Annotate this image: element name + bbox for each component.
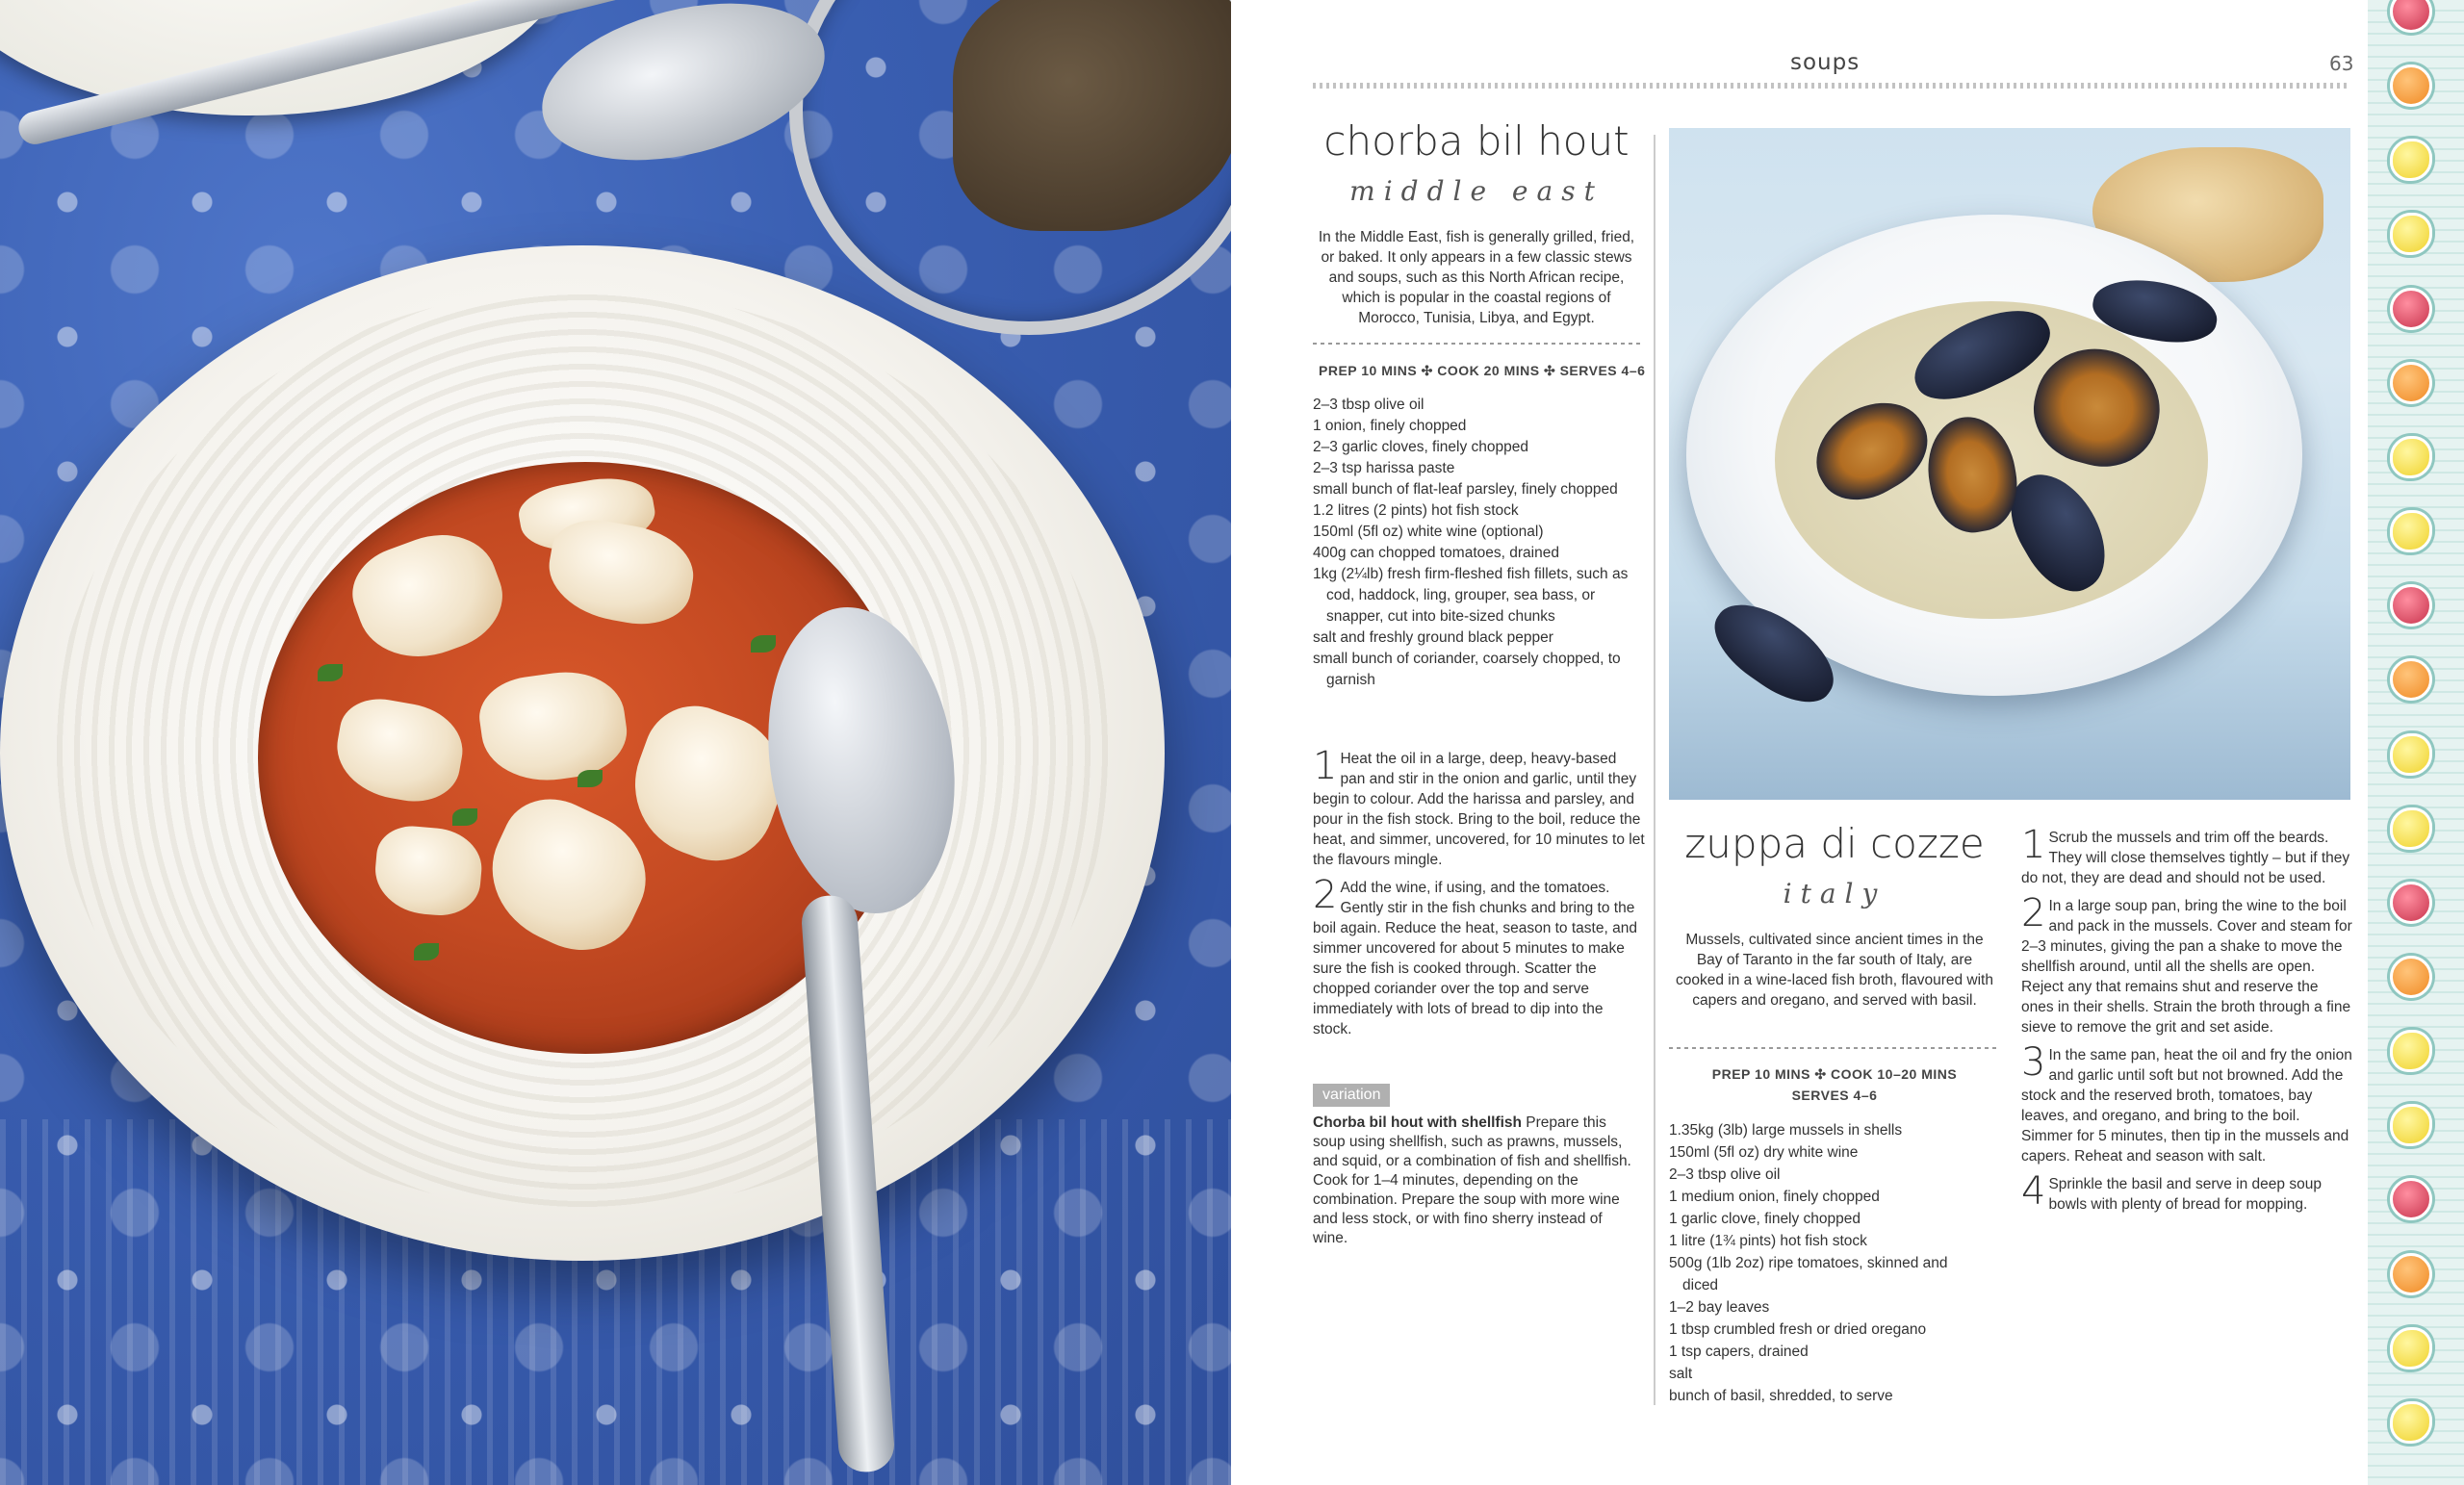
lemon-icon: [2390, 1327, 2432, 1370]
ingredient: 1kg (2¼lb) fresh firm-fleshed fish fillets, such as cod, haddock, ling, grouper, sea bass, or snapper, cut into bite-sized chunks: [1313, 566, 1629, 625]
ingredient: 500g (1lb 2oz) ripe tomatoes, skinned and diced: [1669, 1255, 1948, 1293]
orange-icon: [2390, 956, 2432, 998]
method-step: [1313, 873, 1645, 1039]
ingredient: 1 garlic clove, finely chopped: [1669, 1211, 1861, 1227]
ingredient: 1 tsp capers, drained: [1669, 1344, 1809, 1360]
step-number: 2: [1313, 873, 1338, 917]
bread-slice: [953, 0, 1231, 231]
divider: [1669, 1047, 1996, 1049]
ingredient: 1.2 litres (2 pints) hot fish stock: [1313, 502, 1519, 519]
ingredient: 150ml (5fl oz) white wine (optional): [1313, 524, 1544, 540]
ingredient: 1 medium onion, finely chopped: [1669, 1189, 1880, 1205]
method-steps: [2021, 823, 2353, 1222]
mussel-soup-photo: [1669, 128, 2350, 800]
lemon-icon: [2390, 1401, 2432, 1444]
lemon-icon: [2390, 1104, 2432, 1146]
lemon-icon: [2390, 213, 2432, 255]
step-number: 1: [2021, 823, 2046, 867]
variation-label: variation: [1313, 1084, 1390, 1107]
ingredient: 2–3 tbsp olive oil: [1669, 1166, 1781, 1183]
orange-icon: [2390, 362, 2432, 404]
fig-icon: [2390, 584, 2432, 627]
fig-icon: [2390, 288, 2432, 330]
ingredient: salt: [1669, 1366, 1693, 1382]
lemon-icon: [2390, 733, 2432, 776]
recipe-origin: middle east: [1349, 175, 1604, 207]
step-text: Scrub the mussels and trim off the beards. They will close themselves tightly – but if they do not, they are dead and should not be used.: [2021, 830, 2350, 886]
lemon-icon: [2390, 436, 2432, 478]
ingredient-list: [1669, 1119, 1987, 1407]
recipe-intro: In the Middle East, fish is generally grilled, fried, or baked. It only appears in a few classic stews and soups, such as this North African recipe, which is popular in the coastal regions of Morocco, Tunisia, Libya, and Egypt.: [1318, 229, 1635, 326]
ingredient: salt and freshly ground black pepper: [1313, 629, 1553, 646]
column-divider: [1654, 135, 1656, 1405]
lemon-icon: [2390, 139, 2432, 181]
lemon-icon: [2390, 1030, 2432, 1072]
step-number: 2: [2021, 891, 2046, 935]
divider: [1313, 343, 1640, 345]
recipe-meta: PREP 10 MINS ✣ COOK 20 MINS ✣ SERVES 4–6: [1319, 363, 1646, 378]
ingredient: 1 litre (1¾ pints) hot fish stock: [1669, 1233, 1867, 1249]
coriander-leaf: [414, 943, 439, 960]
step-text: Sprinkle the basil and serve in deep soup bowls with plenty of bread for mopping.: [2048, 1176, 2322, 1213]
orange-icon: [2390, 1253, 2432, 1295]
step-text: In a large soup pan, bring the wine to the boil and pack in the mussels. Cover and steam for 2–3 minutes, giving the pan a shake to move the shellfish around, until all the shells are open. Reject any that remains shut and reserve the ones in their shells. Strain the broth through a fine sieve to remove the grit and set aside.: [2021, 898, 2352, 1036]
lemon-icon: [2390, 510, 2432, 552]
recipe-intro: Mussels, cultivated since ancient times in the Bay of Taranto in the far south of Italy, are cooked in a wine-laced fish broth, flavoured with capers and oregano, and served with basil.: [1676, 932, 1993, 1009]
step-text: Add the wine, if using, and the tomatoes. Gently stir in the fish chunks and bring to the boil again. Reduce the heat, season to taste, and simmer uncovered for about 5 minutes to make sure the fish is cooked through. Scatter the chopped coriander over the top and serve immediately with lots of bread to dip into the stock.: [1313, 880, 1637, 1037]
variation-text: [1313, 1114, 1640, 1248]
ingredient-list: [1313, 395, 1645, 691]
page-number: 63: [2329, 52, 2354, 75]
method-step: [2021, 1040, 2353, 1166]
step-number: 3: [2021, 1040, 2046, 1085]
ingredient: bunch of basil, shredded, to serve: [1669, 1388, 1893, 1404]
coriander-leaf: [751, 635, 776, 653]
recipe-meta: PREP 10 MINS ✣ COOK 10–20 MINS: [1711, 1066, 1958, 1082]
step-text: Heat the oil in a large, deep, heavy-based pan and stir in the onion and garlic, until they begin to colour. Add the harissa and parsley, and pour in the fish stock. Bring to the boil, reduce the heat, and simmer, uncovered, for 10 minutes to let the flavours mingle.: [1313, 751, 1645, 868]
ingredient: 2–3 garlic cloves, finely chopped: [1313, 439, 1529, 455]
ingredient: 150ml (5fl oz) dry white wine: [1669, 1144, 1859, 1161]
recipe-title: zuppa di cozze: [1684, 820, 1985, 867]
recipe-title: chorba bil hout: [1323, 117, 1630, 165]
method-step: [1313, 744, 1645, 870]
fish-soup-photo: [0, 0, 1231, 1485]
recipe-meta: SERVES 4–6: [1791, 1088, 1878, 1103]
recipe-origin: italy: [1783, 878, 1886, 909]
ingredient: small bunch of flat-leaf parsley, finely chopped: [1313, 481, 1618, 498]
step-number: 1: [1313, 744, 1338, 788]
lemon-icon: [2390, 807, 2432, 850]
coriander-leaf: [578, 770, 603, 787]
header-divider: [1313, 83, 2350, 89]
section-title: soups: [1790, 50, 1861, 75]
coriander-leaf: [452, 808, 477, 826]
step-number: 4: [2021, 1169, 2046, 1214]
ingredient: 400g can chopped tomatoes, drained: [1313, 545, 1559, 561]
ingredient: 2–3 tsp harissa paste: [1313, 460, 1455, 476]
method-step: [2021, 823, 2353, 888]
ingredient: 1–2 bay leaves: [1669, 1299, 1770, 1316]
orange-icon: [2390, 658, 2432, 701]
coriander-leaf: [318, 664, 343, 681]
variation-title: Chorba bil hout with shellfish: [1313, 1114, 1522, 1131]
ingredient: 1.35kg (3lb) large mussels in shells: [1669, 1122, 1903, 1139]
method-steps: [1313, 744, 1645, 1047]
fig-icon: [2390, 882, 2432, 924]
fig-icon: [2390, 1178, 2432, 1220]
ingredient: 2–3 tbsp olive oil: [1313, 397, 1424, 413]
ingredient: 1 onion, finely chopped: [1313, 418, 1467, 434]
ingredient: small bunch of coriander, coarsely chopped, to garnish: [1313, 651, 1621, 688]
orange-icon: [2390, 64, 2432, 107]
ingredient: 1 tbsp crumbled fresh or dried oregano: [1669, 1321, 1927, 1338]
step-text: In the same pan, heat the oil and fry the onion and garlic until soft but not browned. Add the stock and the reserved broth, tomatoes, bay leaves, and oregano, and bring to the boil. Simmer for 5 minutes, then tip in the mussels and capers. Reheat and season with salt.: [2021, 1047, 2352, 1165]
variation-body: Prepare this soup using shellfish, such as prawns, mussels, and squid, or a combination of fish and shellfish. Cook for 1–4 minutes, depending on the combination. Prepare the soup with more wine and less stock, or with fino sherry instead of wine.: [1313, 1114, 1631, 1246]
method-step: [2021, 891, 2353, 1037]
method-step: [2021, 1169, 2353, 1215]
